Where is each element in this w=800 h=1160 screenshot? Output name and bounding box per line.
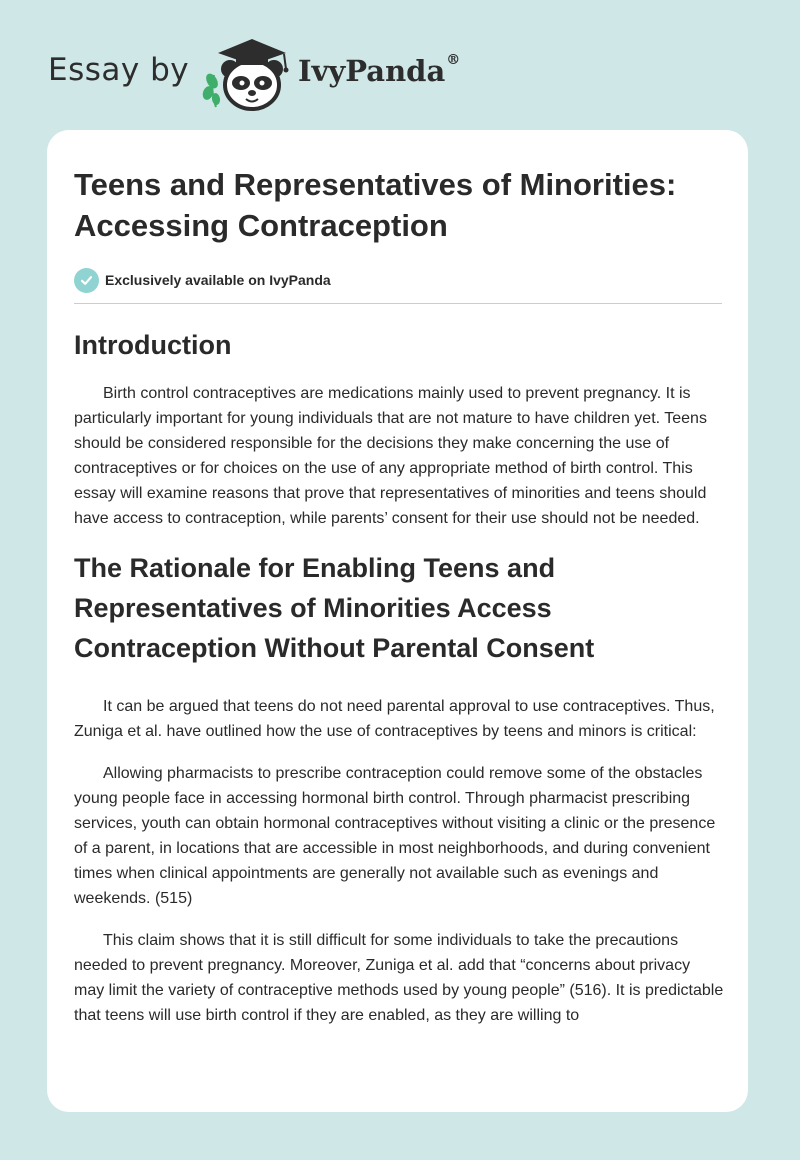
essay-content — [74, 164, 724, 1028]
brand-name[interactable]: IvyPanda® — [298, 52, 461, 88]
panda-logo-icon[interactable] — [200, 35, 296, 111]
check-circle-icon — [74, 268, 99, 293]
brand-prefix: Essay by — [48, 52, 190, 88]
exclusive-badge — [74, 267, 724, 293]
divider — [74, 303, 722, 304]
essay-card — [47, 130, 748, 1112]
section-heading-rationale: The Rationale for Enabling Teens and Representatives of Minorities Access Contraception Without Parental Consent — [74, 553, 595, 663]
block-quote: Allowing pharmacists to prescribe contraception could remove some of the obstacles young people face in accessing hormonal birth control. Through pharmacist prescribing services, youth can obtain hormonal contraceptives without visiting a clinic or the presence of a parent, in locations that are accessible in most neighborhoods, and during convenient times when clinical appointments are generally not available such as evenings and weekends. (515) — [74, 765, 716, 907]
section-heading-introduction: Introduction — [74, 330, 232, 360]
site-header — [48, 30, 488, 110]
rationale-paragraph-2: This claim shows that it is still difficult for some individuals to take the precautions needed to prevent pregnancy. Moreover, Zuniga et al. add that “concerns about privacy may limit the variety of contraceptive methods used by young people” (516). It is predictable that teens will use birth control if they are enabled, as they are willing to — [74, 932, 724, 1024]
rationale-paragraph: It can be argued that teens do not need parental approval to use contraceptives. Thus, Zuniga et al. have outlined how the use of contraceptives by teens and minors is critical: — [74, 698, 715, 740]
page-title: Teens and Representatives of Minorities: Accessing Contraception — [74, 167, 677, 243]
intro-paragraph: Birth control contraceptives are medications mainly used to prevent pregnancy. It is particularly important for young individuals that are not mature to have children yet. Teens should be considered responsible for the decisions they make concerning the use of contraceptives or for choices on the use of any appropriate method of birth control. This essay will examine reasons that prove that representatives of minorities and teens should have access to contraception, while parents’ consent for their use should not be needed. — [74, 385, 707, 527]
exclusive-badge-label: Exclusively available on IvyPanda — [105, 272, 331, 288]
